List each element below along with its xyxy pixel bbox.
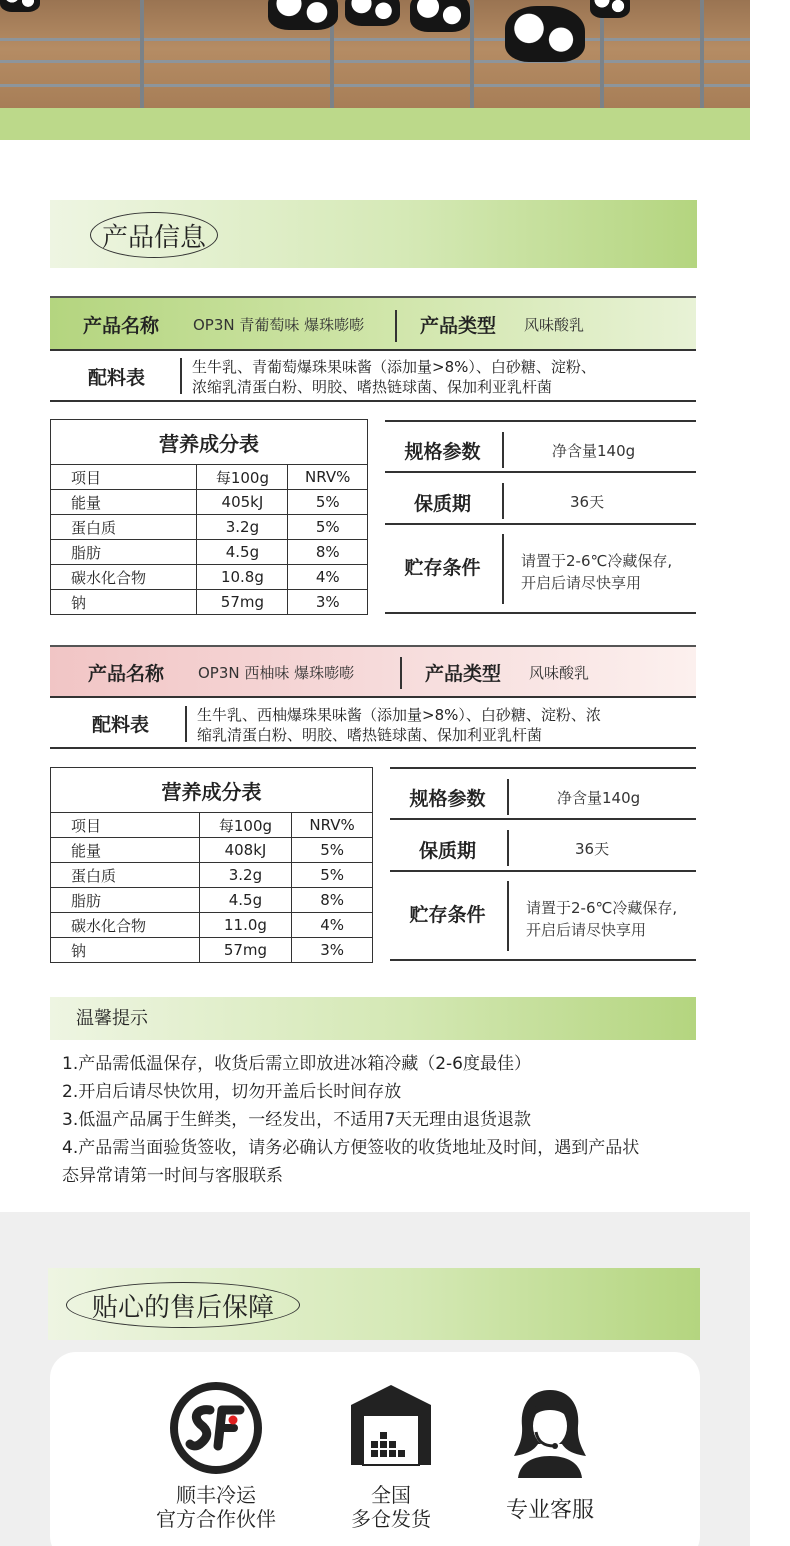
service-label-line-2: 多仓发货 [351,1507,431,1531]
nutrition-cell: 蛋白质 [51,515,197,540]
nutrition-cell: 57mg [199,938,291,963]
nutrition-cell: 3.2g [197,515,288,540]
nutrition-cell: 11.0g [199,913,291,938]
product-1-name-key: 产品名称 [83,314,160,337]
nutrition-cell: 405kJ [197,490,288,515]
tips-title: 温馨提示 [50,997,696,1040]
product-1-ingredients-key: 配料表 [88,366,146,389]
warehouse-icon [349,1383,433,1467]
nutrition-header: NRV% [288,465,368,490]
nutrition-cell: 3% [288,590,368,615]
product-2-name-value: OP3N 西柚味 爆珠嘭嘭 [198,663,355,682]
nutrition-cell: 4.5g [197,540,288,565]
product-2-storage-line-1: 请置于2-6℃冷藏保存, [526,899,678,917]
nutrition-header: 每100g [197,465,288,490]
nutrition-cell: 8% [292,888,373,913]
product-2-shelf-key: 保质期 [418,840,476,862]
product-1-nutrition-table [50,419,368,615]
nutrition-cell: 5% [288,515,368,540]
nutrition-cell: 蛋白质 [51,863,200,888]
product-1-ingredients-line-2: 浓缩乳清蛋白粉、明胶、嗜热链球菌、保加利亚乳杆菌 [192,378,553,396]
nutrition-cell: 5% [292,863,373,888]
product-1-spec-value: 净含量140g [552,442,636,460]
nutrition-cell: 408kJ [199,838,291,863]
product-2-ingredients-line-2: 缩乳清蛋白粉、明胶、嗜热链球菌、保加利亚乳杆菌 [197,726,543,744]
product-1-storage-line-1: 请置于2-6℃冷藏保存, [521,552,673,570]
service-label-line-1: 顺丰冷运 [176,1483,256,1507]
product-1-ingredients-line-1: 生牛乳、青葡萄爆珠果味酱（添加量>8%）、白砂糖、淀粉、 [192,358,596,376]
product-2-storage-key: 贮存条件 [409,904,486,926]
nutrition-cell: 10.8g [197,565,288,590]
service-label-line-2: 官方合作伙伴 [156,1507,276,1531]
customer-service-icon [510,1386,590,1482]
product-1-spec-key: 规格参数 [404,441,481,463]
nutrition-cell: 碳水化合物 [51,565,197,590]
sf-express-icon [170,1382,262,1474]
nutrition-cell: 碳水化合物 [51,913,200,938]
product-1-storage-line-2: 开启后请尽快享用 [521,574,642,592]
product-1-storage-key: 贮存条件 [404,557,481,579]
nutrition-header: 项目 [51,465,197,490]
tip-item: 4.产品需当面验货签收，请务必确认方便签收的收货地址及时间，遇到产品状 [62,1138,640,1158]
product-2-ingredients-line-1: 生牛乳、西柚爆珠果味酱（添加量>8%）、白砂糖、淀粉、浓 [197,706,601,724]
product-1-type-key: 产品类型 [420,314,497,337]
tip-item: 1.产品需低温保存，收货后需立即放进冰箱冷藏（2-6度最佳） [62,1054,531,1074]
product-2-spec-value: 净含量140g [557,789,641,807]
nutrition-cell: 能量 [51,490,197,515]
product-info-title: 产品信息 [90,212,218,258]
tip-item: 态异常请第一时间与客服联系 [62,1166,283,1186]
farm-photo [0,0,750,108]
tip-item: 2.开启后请尽快饮用，切勿开盖后长时间存放 [62,1082,402,1102]
product-2-storage-line-2: 开启后请尽快享用 [526,921,647,939]
tip-item: 3.低温产品属于生鲜类，一经发出，不适用7天无理由退货退款 [62,1110,532,1130]
nutrition-cell: 57mg [197,590,288,615]
product-1-name-value: OP3N 青葡萄味 爆珠嘭嘭 [193,315,365,334]
nutrition-title: 营养成分表 [51,768,373,813]
nutrition-header: 项目 [51,813,200,838]
product-1-type-value: 风味酸乳 [524,315,585,334]
product-1-shelf-value: 36天 [570,493,605,511]
aftersales-title: 贴心的售后保障 [66,1282,300,1328]
service-label-line-1: 专业客服 [505,1498,594,1523]
service-label-line-1: 全国 [371,1483,411,1507]
nutrition-cell: 3.2g [199,863,291,888]
product-2-spec-key: 规格参数 [409,788,486,810]
nutrition-title: 营养成分表 [51,420,368,465]
nutrition-cell: 钠 [51,590,197,615]
nutrition-cell: 4% [288,565,368,590]
nutrition-cell: 4.5g [199,888,291,913]
product-2-shelf-value: 36天 [575,840,610,858]
product-1-shelf-key: 保质期 [413,493,471,515]
product-2-type-key: 产品类型 [425,662,502,685]
green-band [0,108,750,140]
nutrition-header: NRV% [292,813,373,838]
product-2-name-key: 产品名称 [88,662,165,685]
nutrition-header: 每100g [199,813,291,838]
nutrition-cell: 5% [288,490,368,515]
nutrition-cell: 钠 [51,938,200,963]
product-2-ingredients-key: 配料表 [92,713,150,736]
nutrition-cell: 能量 [51,838,200,863]
nutrition-cell: 脂肪 [51,540,197,565]
nutrition-cell: 3% [292,938,373,963]
nutrition-cell: 8% [288,540,368,565]
product-2-nutrition-table [50,767,373,963]
nutrition-cell: 5% [292,838,373,863]
nutrition-cell: 脂肪 [51,888,200,913]
nutrition-cell: 4% [292,913,373,938]
product-2-type-value: 风味酸乳 [529,663,590,682]
